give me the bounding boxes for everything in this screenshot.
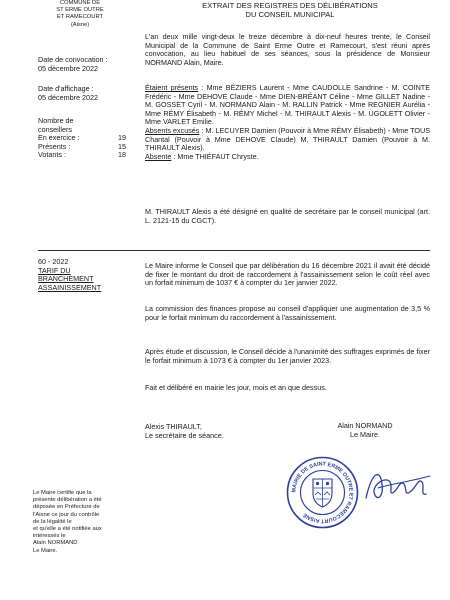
certification-line: déposée en Préfecture de	[33, 504, 100, 511]
deliberation-title-line-1: TARIF DU	[38, 265, 71, 275]
deliberation-para-3: Après étude et discussion, le Conseil décide à l'unanimité des suffrages exprimés de fixer le forfait minimum à 1073 € à compter du 1er janvier 2023.	[145, 347, 430, 365]
presents-label: Étaient présents	[145, 83, 199, 92]
presents-list: : Mme BÉZIERS Laurent - Mme CAUDOLLE Sandrine - M. COINTE Frédéric - Mme DEHOVE Claude - Mme DIEN-BRÉANT Céline - Mme GILLET Nadine - M. GOSSET Cyril - M. NORMAND Alain - M. RALLIN Patrick - Mme REGNIER Aurélia - Mme RÉMY Élisabeth - M. RÉMY Michel - M. THIRAULT Alexis - M. UGOLETT Olivier - Mme VARLET Emilie.	[145, 83, 430, 127]
mayor-name: Alain NORMAND	[337, 421, 393, 430]
presence-paragraph	[145, 84, 430, 161]
absents-list: : Mme THIÉFAUT Chryste.	[171, 151, 259, 161]
affichage-block	[38, 85, 128, 102]
document-header	[150, 1, 430, 19]
deliberation-para-2: La commission des finances propose au conseil d'appliquer une augmentation de 3,5 % pour le forfait minimum du raccordement à l'assainissement.	[145, 304, 430, 322]
excuses-list: : M. LECUYER Damien (Pouvoir à Mme RÉMY Élisabeth) - Mme TOUS Chantal (Pouvoir à Mme DEHOVE Claude) M. THIRAULT Damien (Pouvoir à M. THIRAULT Alexis).	[145, 125, 431, 153]
commune-line-3: ET RAMECOURT	[56, 14, 104, 21]
excuses-label: Absents excusés	[145, 125, 200, 135]
secretary-name: Alexis THIRAULT,	[145, 422, 202, 431]
commune-line-2: ST ERME OUTRE	[56, 7, 104, 14]
nombre-label-1: Nombre de	[38, 116, 74, 125]
stat-label: Votants :	[38, 150, 66, 160]
stamp-icon	[285, 455, 360, 530]
convocation-block	[38, 56, 128, 73]
intro-paragraph: L'an deux mille vingt-deux le treize décembre à dix-neuf heures trente, le Conseil Municipal de la Commune de Saint Erme Outre et Ramecourt, s'est réuni après convocation, au lieu habituel de ses séances, sous la présidence de Monsieur NORMAND Alain, Maire.	[145, 32, 430, 67]
header-line-2: DU CONSEIL MUNICIPAL	[245, 10, 335, 19]
commune-line-1: COMMUNE DE	[59, 0, 101, 6]
secretary-role: Le secrétaire de séance.	[145, 430, 224, 440]
mayor-signature	[360, 462, 435, 512]
certification-line: de la légalité le	[33, 518, 72, 525]
deliberation-para-1: Le Maire informe le Conseil que par délibération du 16 décembre 2021 il avait été décidé de fixer le montant du droit de raccordement à l'assainissement selon le coût réel avec un forfait minimum de 1037 € à compter du 1er janvier 2022.	[145, 261, 430, 288]
secretary-signature-block	[145, 423, 265, 440]
commune-line-4: (Aisne)	[70, 21, 90, 28]
official-stamp	[285, 455, 360, 530]
deliberation-title-line-2: BRANCHEMENT	[38, 274, 94, 284]
section-divider	[38, 250, 430, 251]
certification-block	[33, 490, 133, 555]
affichage-date: 05 décembre 2022	[38, 92, 98, 102]
certification-line: Le Maire.	[33, 547, 58, 554]
commune-block	[50, 0, 110, 29]
nombre-label-2: conseillers	[38, 124, 72, 134]
convocation-label: Date de convocation :	[38, 55, 108, 64]
secretary-note: M. THIRAULT Alexis a été désigné en qualité de secrétaire par le conseil municipal (art. L. 2121-15 du CGCT).	[145, 207, 430, 225]
absents-label: Absente	[145, 151, 172, 161]
certification-line: l'Aisne ce jour du contrôle	[33, 511, 100, 518]
deliberation-number: 60 - 2022	[38, 257, 69, 266]
stat-value: 19	[118, 133, 126, 143]
stat-value: 15	[118, 141, 126, 151]
certification-line: Le Maire certifie que la	[33, 490, 92, 496]
deliberation-para-4: Fait et délibéré en mairie les jour, mois et an que dessus.	[145, 383, 327, 392]
certification-line: et qu'elle a été notifiée aux	[33, 526, 102, 533]
svg-text:MAIRIE DE SAINT ERME OUTRE ET: MAIRIE DE SAINT ERME OUTRE ET RAMECOURT AISNE	[291, 461, 354, 524]
certification-line: intéressés le	[33, 533, 66, 540]
convocation-date: 05 décembre 2022	[38, 63, 98, 73]
certification-line: Alain NORMAND	[33, 540, 78, 547]
stat-label: En exercice :	[38, 133, 80, 143]
stat-label: Présents :	[38, 141, 71, 151]
certification-line: présente délibération a été	[33, 497, 102, 504]
stat-row	[38, 151, 126, 160]
affichage-label: Date d'affichage :	[38, 84, 94, 93]
deliberation-title-line-3: ASSAINISSEMENT	[38, 282, 102, 292]
header-line-1: EXTRAIT DES REGISTRES DES DÉLIBÉRATIONS	[202, 1, 378, 10]
mayor-signature-block	[320, 422, 410, 439]
stat-value: 18	[118, 150, 126, 160]
deliberation-title-block	[38, 258, 133, 292]
mayor-role: Le Maire.	[350, 429, 380, 439]
signature-icon	[360, 462, 435, 512]
councillors-block	[38, 117, 133, 160]
